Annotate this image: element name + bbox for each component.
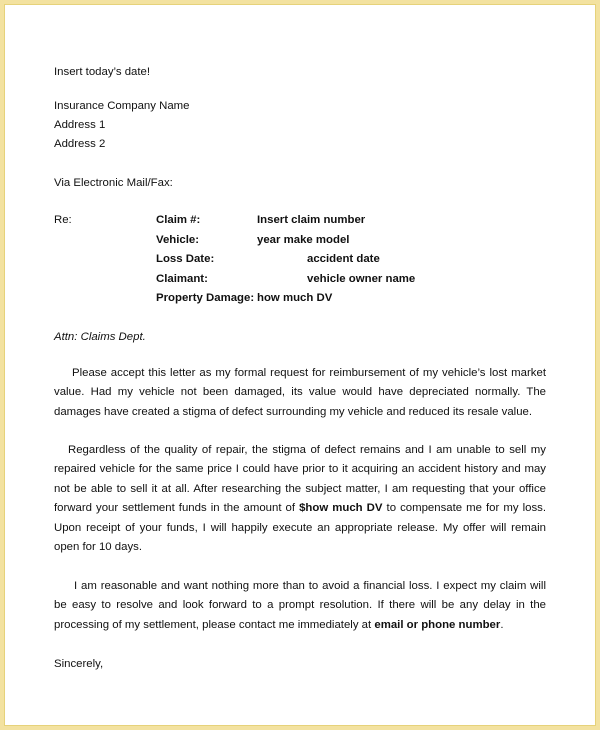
attn-line: Attn: Claims Dept. bbox=[54, 331, 146, 343]
paragraph-3-text-end: . bbox=[500, 618, 504, 631]
recipient-company: Insurance Company Name bbox=[54, 100, 190, 112]
property-damage-value: how much DV bbox=[257, 292, 333, 304]
recipient-address-2: Address 2 bbox=[54, 138, 106, 150]
paragraph-1: Please accept this letter as my formal request for reimbursement of my vehicle’s lost market value. Had my vehicle not been damaged, its value would have depreciated normally. The damages have created a stigma of defect surrounding my vehicle and reduced its resale value. bbox=[54, 367, 546, 418]
paragraph-2-text-start: Regardless of the quality of repair, the stigma of defect remains and I am unable to sell my repaired vehicle for the same price I could have prior to it acquiring an accident history and may not be able to sell it at all. After researching the subject matter, I am requesting that your office forward your settlement funds in the amount of bbox=[54, 444, 546, 515]
contact-info: email or phone number bbox=[374, 618, 501, 631]
paragraph-3-text-start: I am reasonable and want nothing more than to avoid a financial loss. I expect my claim will be easy to resolve and look forward to a prompt resolution. If there will be any delay in the processing of my settlement, please contact me immediately at bbox=[54, 580, 546, 631]
claimant-value: vehicle owner name bbox=[307, 273, 416, 285]
date-placeholder: Insert today’s date! bbox=[54, 66, 151, 78]
loss-date-value: accident date bbox=[307, 253, 380, 265]
vehicle-label: Vehicle: bbox=[156, 234, 200, 246]
paragraph-3 bbox=[54, 577, 546, 635]
via-line: Via Electronic Mail/Fax: bbox=[54, 177, 173, 189]
claim-number-value: Insert claim number bbox=[257, 214, 366, 226]
claim-number-label: Claim #: bbox=[156, 214, 201, 226]
recipient-address-1: Address 1 bbox=[54, 119, 106, 131]
re-label: Re: bbox=[54, 214, 72, 226]
loss-date-label: Loss Date: bbox=[156, 253, 215, 265]
paragraph-2-text-end: to compensate me for my loss. Upon receipt of your funds, I will happily execute an appropriate release. My offer will remain open for 10 days. bbox=[54, 502, 546, 554]
settlement-amount: $how much DV bbox=[299, 502, 383, 515]
closing: Sincerely, bbox=[54, 658, 104, 670]
claimant-label: Claimant: bbox=[156, 273, 208, 285]
vehicle-value: year make model bbox=[257, 234, 350, 246]
letter-page bbox=[4, 4, 596, 726]
property-damage-label: Property Damage: bbox=[156, 292, 255, 304]
paragraph-2 bbox=[54, 441, 546, 557]
